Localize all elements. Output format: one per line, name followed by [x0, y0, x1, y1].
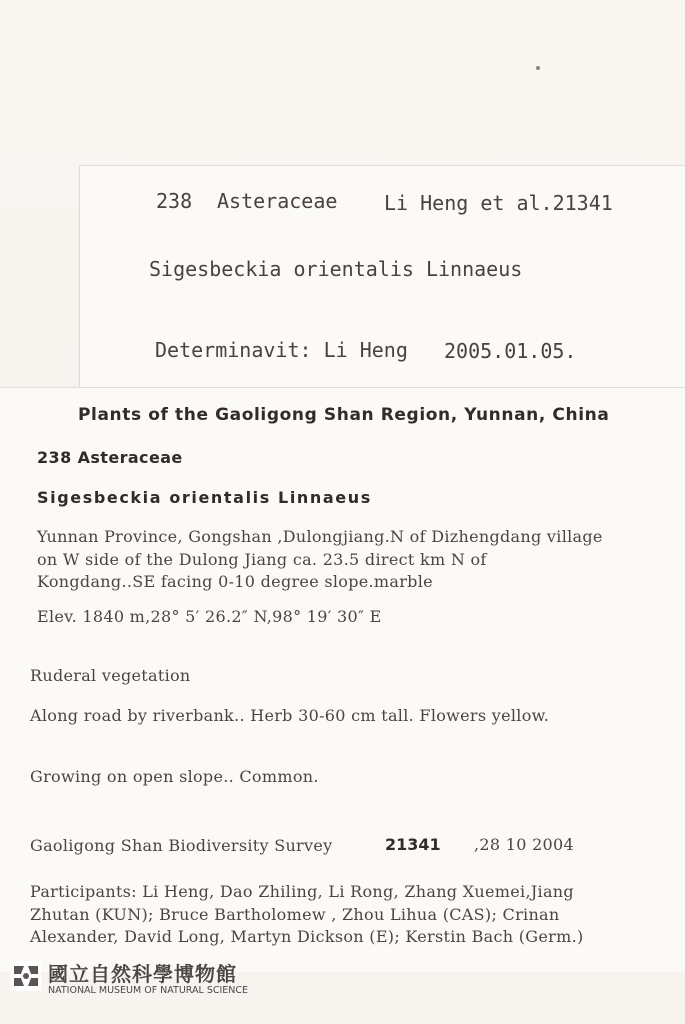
det-date: 2005.01.05.: [444, 339, 577, 363]
participants-line: Alexander, David Long, Martyn Dickson (E); Kerstin Bach (Germ.): [30, 927, 584, 946]
museum-name-en: NATIONAL MUSEUM OF NATURAL SCIENCE: [48, 985, 249, 996]
label-family-line: 238 Asteraceae: [37, 448, 183, 467]
abundance: Growing on open slope.. Common.: [30, 767, 319, 786]
locality-line: on W side of the Dulong Jiang ca. 23.5 direct km N of: [37, 550, 487, 569]
det-species: Sigesbeckia orientalis Linnaeus: [149, 257, 523, 281]
museum-name-zh: 國立自然科學博物館: [48, 962, 237, 986]
det-family-number: 238: [156, 189, 193, 213]
det-family: Asteraceae: [217, 189, 338, 213]
survey-number: 21341: [385, 835, 441, 854]
survey-name: Gaoligong Shan Biodiversity Survey: [30, 836, 333, 855]
elevation-coords: Elev. 1840 m,28° 5′ 26.2″ N,98° 19′ 30″ E: [37, 607, 382, 626]
label-species: Sigesbeckia orientalis Linnaeus: [37, 488, 372, 507]
collection-label: [0, 387, 685, 973]
habitat: Ruderal vegetation: [30, 666, 191, 685]
museum-logo-icon: [11, 961, 41, 991]
participants-line: Zhutan (KUN); Bruce Bartholomew , Zhou Lihua (CAS); Crinan: [30, 905, 560, 924]
det-collector-number: Li Heng et al.21341: [384, 191, 613, 215]
locality-line: Yunnan Province, Gongshan ,Dulongjiang.N of Dizhengdang village: [37, 527, 603, 546]
locality-line: Kongdang..SE facing 0-10 degree slope.marble: [37, 572, 433, 591]
det-determinavit: Determinavit: Li Heng: [155, 338, 408, 362]
participants-line: Participants: Li Heng, Dao Zhiling, Li Rong, Zhang Xuemei,Jiang: [30, 882, 574, 901]
speck: [536, 66, 540, 70]
label-header: Plants of the Gaoligong Shan Region, Yunnan, China: [78, 405, 610, 425]
plant-description: Along road by riverbank.. Herb 30-60 cm tall. Flowers yellow.: [30, 706, 550, 725]
survey-date: ,28 10 2004: [474, 835, 574, 854]
determination-label: [79, 165, 685, 388]
